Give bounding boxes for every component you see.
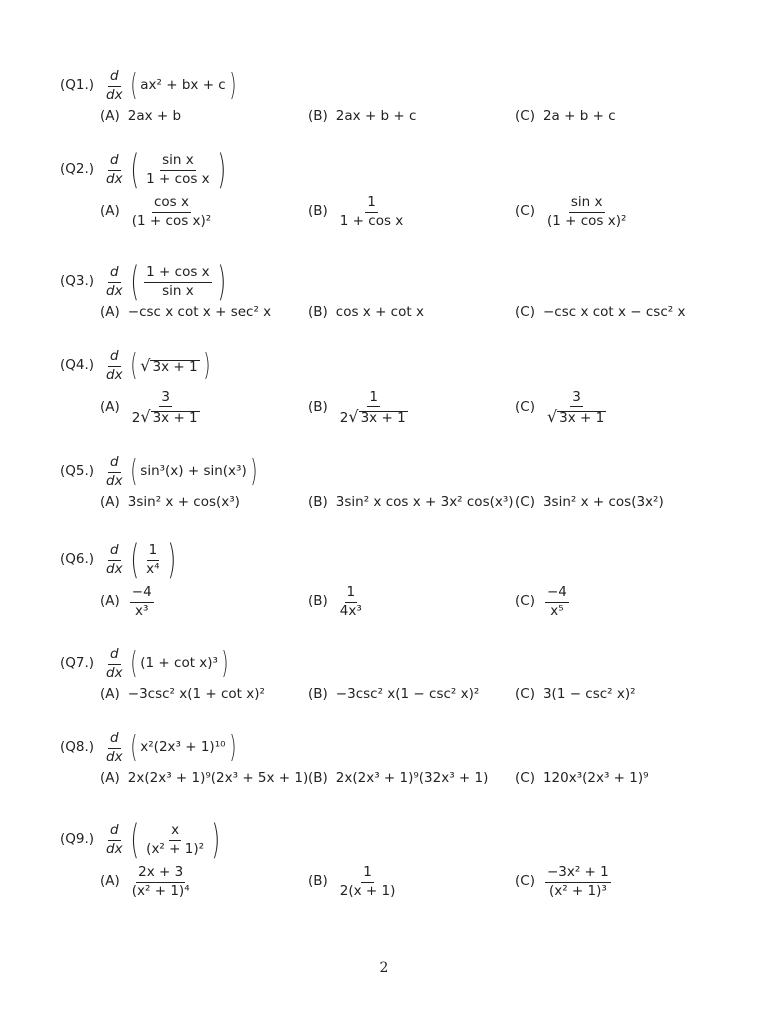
option-b[interactable]: (B) $\frac{1}{2(x + 1)}$ [308,864,396,899]
option-a[interactable]: (A) $\frac{2x + 3}{\text{(x² + 1)⁴}}$ [100,864,190,899]
option-c[interactable]: (C) 2a + b + c [515,108,616,125]
question-1: (Q1.) $\frac{d}{dx}$ ( ax² + bx + c ) (A) 2ax + b (B) 2ax + b + c (C) 2a + b + c [60,68,616,125]
option-c[interactable]: (C) 3 √ 3x + 1 [515,388,605,426]
option-b[interactable]: (B) −3csc² x(1 − csc² x)² [308,686,480,703]
question-9: (Q9.) $\frac{d}{dx}$ ( $\frac{x}{\text{(x² + 1)²}}$ ) (A) $\frac{2x + 3}{\text{(x² + 1)⁴}}$ (B) $\frac{1}{2(x + 1)}$ (C) $\frac{\text{−3x² + 1}}{\text{(x² + 1)³}}$ [60,818,740,902]
question-5: (Q5.) $\frac{d}{dx}$ ( sin³(x) + sin(x³) ) (A) 3sin² x + cos(x³) (B) 3sin² x cos x + 3x² cos(x³) (C) 3sin² x + cos(3x²) [60,454,664,511]
question-2: (Q2.) $\frac{d}{dx}$ ( $\frac{\text{sin x}}{\text{1 + cos x}}$ ) (A) $\frac{\text{cos x}}{\text{(1 + cos x)²}}$ (B) $\frac{1}{\text{1 + cos x}}$ (C) $\frac{\text{sin x}}{\text{(1 + cos x)²}}$ [60,148,740,232]
derivative-operator: $\frac{d}{dx}$ [106,68,123,103]
option-c[interactable]: (C) 3(1 − csc² x)² [515,686,636,703]
option-a[interactable]: (A) 2x(2x³ + 1)⁹(2x³ + 5x + 1) [100,770,309,787]
derivative-operator: $\frac{d}{dx}$ [106,822,123,857]
question-label: (Q4.) [60,357,95,374]
question-stem: (1 + cot x)³ [140,655,218,672]
option-c[interactable]: (C) $\frac{\text{−3x² + 1}}{\text{(x² + 1)³}}$ [515,864,609,899]
question-label: (Q5.) [60,463,95,480]
option-c[interactable]: (C) $\frac{-4}{\text{x⁵}}$ [515,584,567,619]
option-a[interactable]: (A) 3 2 √ 3x + 1 [100,388,198,426]
option-b[interactable]: (B) $\frac{1}{\text{1 + cos x}}$ [308,194,404,229]
question-4: (Q4.) $\frac{d}{dx}$ ( √ 3x + 1 ) (A) 3 2 √ 3x + 1 (B) 1 2 √ 3x + 1 (C) 3 √ 3x + 1 [60,344,740,428]
option-a[interactable]: (A) 2ax + b [100,108,182,125]
question-stem: x²(2x³ + 1)¹⁰ [140,739,226,756]
question-label: (Q9.) [60,831,95,848]
question-label: (Q2.) [60,161,95,178]
question-stem: √ 3x + 1 [140,356,198,375]
option-b[interactable]: (B) 2ax + b + c [308,108,417,125]
option-c[interactable]: (C) −csc x cot x − csc² x [515,304,686,321]
question-label: (Q7.) [60,655,95,672]
question-stem: ax² + bx + c [140,77,226,94]
option-a[interactable]: (A) −csc x cot x + sec² x [100,304,272,321]
question-label: (Q8.) [60,739,95,756]
derivative-operator: $\frac{d}{dx}$ [106,152,123,187]
page-number: 2 [379,960,389,976]
question-stem: $\frac{1}{\text{x⁴}}$ [146,542,160,577]
question-stem: $\frac{\text{sin x}}{\text{1 + cos x}}$ [146,152,210,187]
question-label: (Q3.) [60,273,95,290]
question-3: (Q3.) $\frac{d}{dx}$ ( $\frac{\text{1 + cos x}}{\text{sin x}}$ ) (A) −csc x cot x + sec² x (B) cos x + cot x (C) −csc x cot x − csc² x [60,259,686,321]
derivative-operator: $\frac{d}{dx}$ [106,542,123,577]
option-a[interactable]: (A) $\frac{\text{cos x}}{\text{(1 + cos x)²}}$ [100,194,212,229]
option-b[interactable]: (B) 3sin² x cos x + 3x² cos(x³) [308,494,514,511]
question-stem: sin³(x) + sin(x³) [140,463,247,480]
question-label: (Q1.) [60,77,95,94]
derivative-operator: $\frac{d}{dx}$ [106,454,123,489]
option-b[interactable]: (B) 1 2 √ 3x + 1 [308,388,406,426]
derivative-operator: $\frac{d}{dx}$ [106,348,123,383]
question-label: (Q6.) [60,551,95,568]
option-a[interactable]: (A) 3sin² x + cos(x³) [100,494,240,511]
question-7: (Q7.) $\frac{d}{dx}$ ( (1 + cot x)³ ) (A) −3csc² x(1 + cot x)² (B) −3csc² x(1 − csc² x)² (C) 3(1 − csc² x)² [60,646,636,703]
question-8: (Q8.) $\frac{d}{dx}$ ( x²(2x³ + 1)¹⁰ ) (A) 2x(2x³ + 1)⁹(2x³ + 5x + 1) (B) 2x(2x³ + 1)⁹(32x³ + 1) (C) 120x³(2x³ + 1)⁹ [60,730,649,787]
question-6: (Q6.) $\frac{d}{dx}$ ( $\frac{1}{\text{x⁴}}$ ) (A) $\frac{-4}{\text{x³}}$ (B) $\frac{1}{\text{4x³}}$ (C) $\frac{-4}{\text{x⁵}}$ [60,538,740,622]
option-b[interactable]: (B) $\frac{1}{\text{4x³}}$ [308,584,362,619]
option-a[interactable]: (A) $\frac{-4}{\text{x³}}$ [100,584,152,619]
derivative-operator: $\frac{d}{dx}$ [106,264,123,299]
derivative-operator: $\frac{d}{dx}$ [106,730,123,765]
option-b[interactable]: (B) 2x(2x³ + 1)⁹(32x³ + 1) [308,770,489,787]
question-stem: $\frac{x}{\text{(x² + 1)²}}$ [146,822,205,857]
option-c[interactable]: (C) $\frac{\text{sin x}}{\text{(1 + cos x)²}}$ [515,194,627,229]
option-b[interactable]: (B) cos x + cot x [308,304,424,321]
option-a[interactable]: (A) −3csc² x(1 + cot x)² [100,686,265,703]
question-stem: $\frac{\text{1 + cos x}}{\text{sin x}}$ [146,264,210,299]
option-c[interactable]: (C) 120x³(2x³ + 1)⁹ [515,770,649,787]
derivative-operator: $\frac{d}{dx}$ [106,646,123,681]
option-c[interactable]: (C) 3sin² x + cos(3x²) [515,494,664,511]
